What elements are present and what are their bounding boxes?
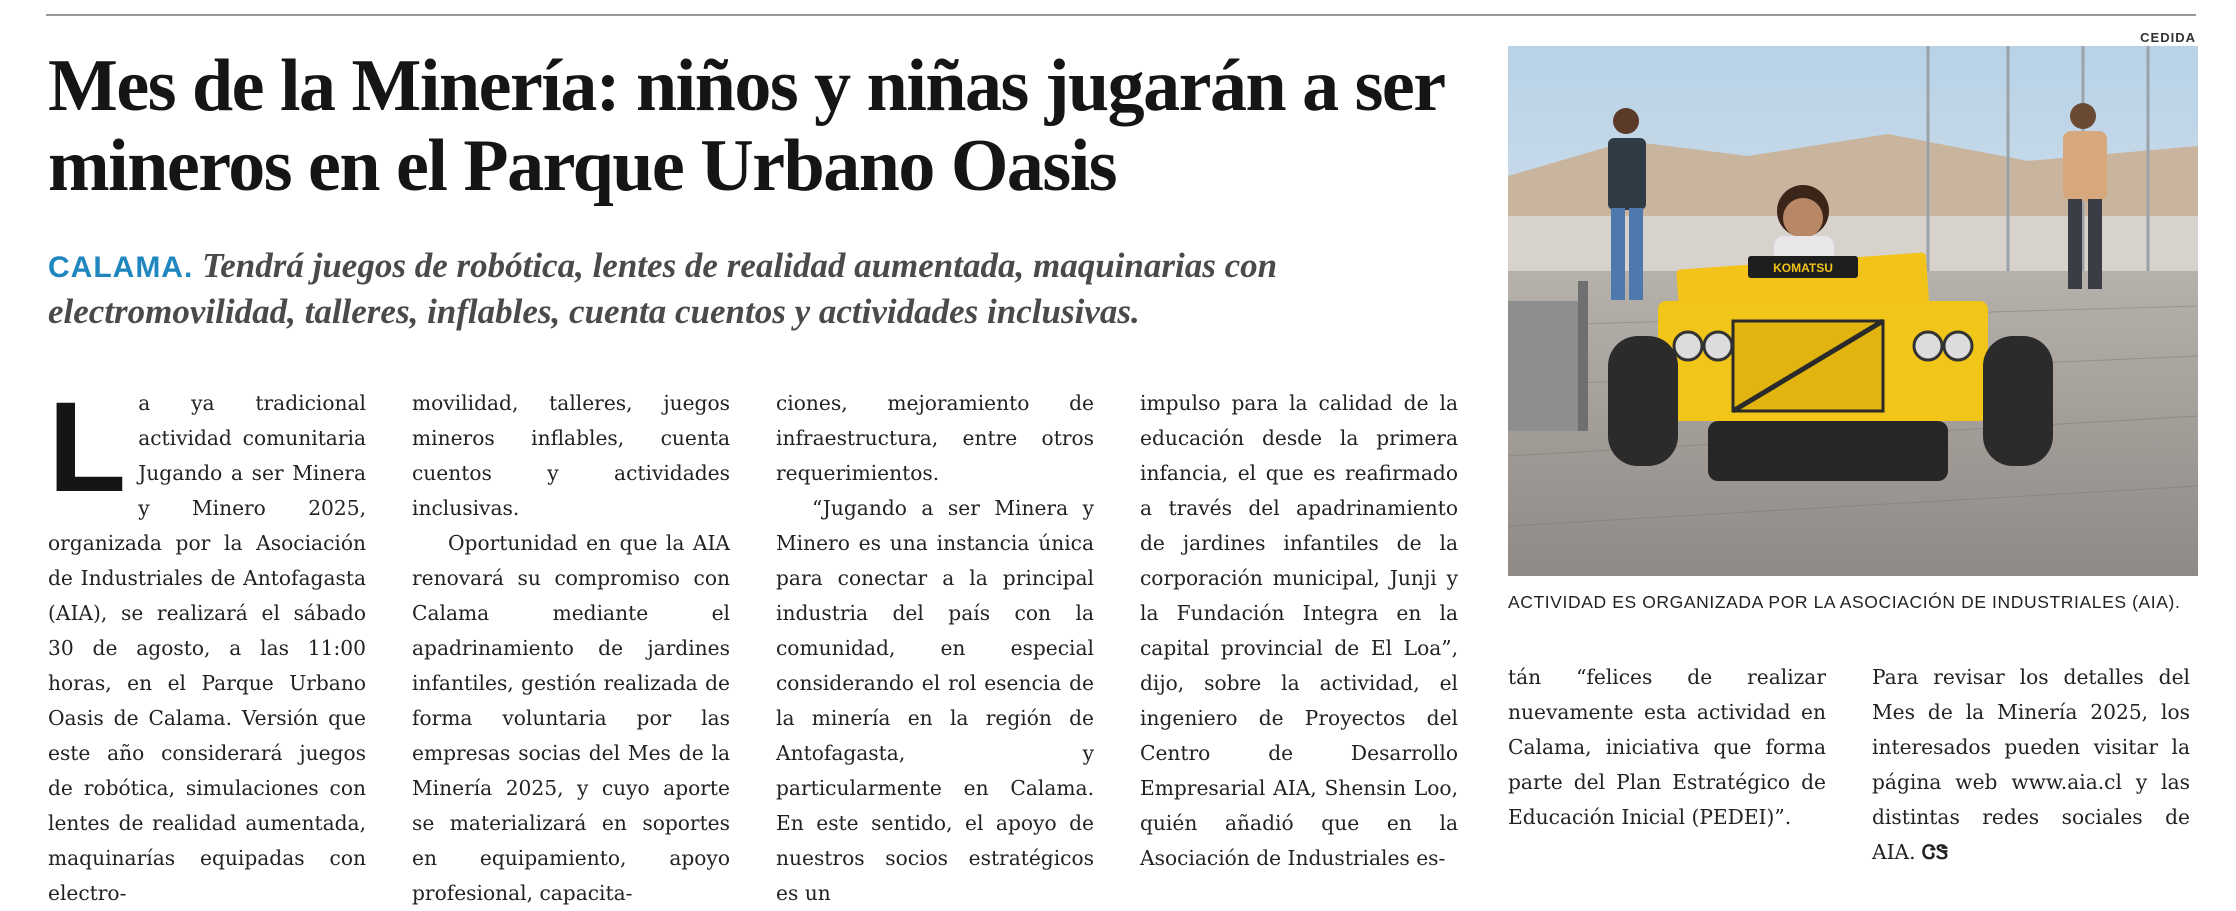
paragraph: movilidad, talleres, juegos mineros inflables, cuenta cuentos y actividades inclusivas.: [412, 391, 730, 520]
end-mark: ᏣᏕ: [1921, 842, 1949, 864]
paragraph: Oportunidad en que la AIA renovará su compromiso con Calama mediante el apadrinamiento de jardines infantiles, gestión realizada de forma voluntaria por las empresas socias del Mes de la Minería 2025, y cuyo aporte se materializará en soportes en equipamiento, apoyo profesional, capacita-: [412, 531, 730, 905]
dek-location: CALAMA.: [48, 251, 194, 284]
paragraph: “Jugando a ser Minera y Minero es una instancia única para conectar a la principal industria del país con la comunidad, en especial considerando el rol esencia de la minería en la región de Antofagasta, y particularmente en Calama. En este sentido, el apoyo de nuestros socios estratégicos es un: [776, 496, 1094, 905]
vehicle-label: KOMATSU: [1773, 261, 1833, 275]
body-column-2: [412, 386, 730, 905]
paragraph: tán “felices de realizar nuevamente esta actividad en Calama, iniciativa que forma parte del Plan Estratégico de Educación Inicial (PEDEI)”.: [1508, 665, 1826, 829]
paragraph: ciones, mejoramiento de infraestructura, entre otros requerimientos.: [776, 391, 1094, 485]
dek-text: Tendrá juegos de robótica, lentes de realidad aumentada, maquinarias con electromovilidad, talleres, inflables, cuenta cuentos y actividades inclusivas.: [48, 246, 1278, 331]
top-rule: [46, 14, 2196, 16]
body-column-6: [1872, 660, 2190, 864]
photo-credit: CEDIDA: [2140, 30, 2196, 45]
headline: Mes de la Minería: niños y niñas jugarán a ser mineros en el Parque Urbano Oasis: [48, 45, 1444, 207]
body-column-3: [776, 386, 1094, 905]
paragraph-text: Para revisar los detalles del Mes de la Minería 2025, los interesados pueden visitar la página web www.aia.cl y las distintas redes sociales de AIA.: [1872, 665, 2190, 864]
body-column-5: [1508, 660, 1826, 836]
dek: [48, 244, 1468, 334]
paragraph: impulso para la calidad de la educación desde la primera infancia, el que es reafirmado a través del apadrinamiento de jardines infantiles de la corporación municipal, Junji y la Fundación Integra en la capital provincial de El Loa”, dijo, sobre la actividad, el ingeniero de Proyectos del Centro de Desarrollo Empresarial AIA, Shensin Loo, quién añadió que en la Asociación de Industriales es-: [1140, 391, 1458, 870]
body-column-1: [48, 376, 366, 905]
dropcap: L: [48, 376, 127, 519]
paragraph: a ya tradicional actividad comunitaria Jugando a ser Minera y Minero 2025, organizada por la Asociación de Industriales de Antofagasta (AIA), se realizará el sábado 30 de agosto, a las 11:00 horas, en el Parque Urbano Oasis de Calama. Versión que este año considerará juegos de robótica, simulaciones con lentes de realidad aumentada, maquinarías equipadas con electro-: [48, 391, 366, 905]
body-column-4: [1140, 386, 1458, 870]
paragraph: [1872, 660, 2190, 871]
article-photo: [1508, 46, 2198, 576]
photo-caption: ACTIVIDAD ES ORGANIZADA POR LA ASOCIACIÓN DE INDUSTRIALES (AIA).: [1508, 592, 2181, 612]
